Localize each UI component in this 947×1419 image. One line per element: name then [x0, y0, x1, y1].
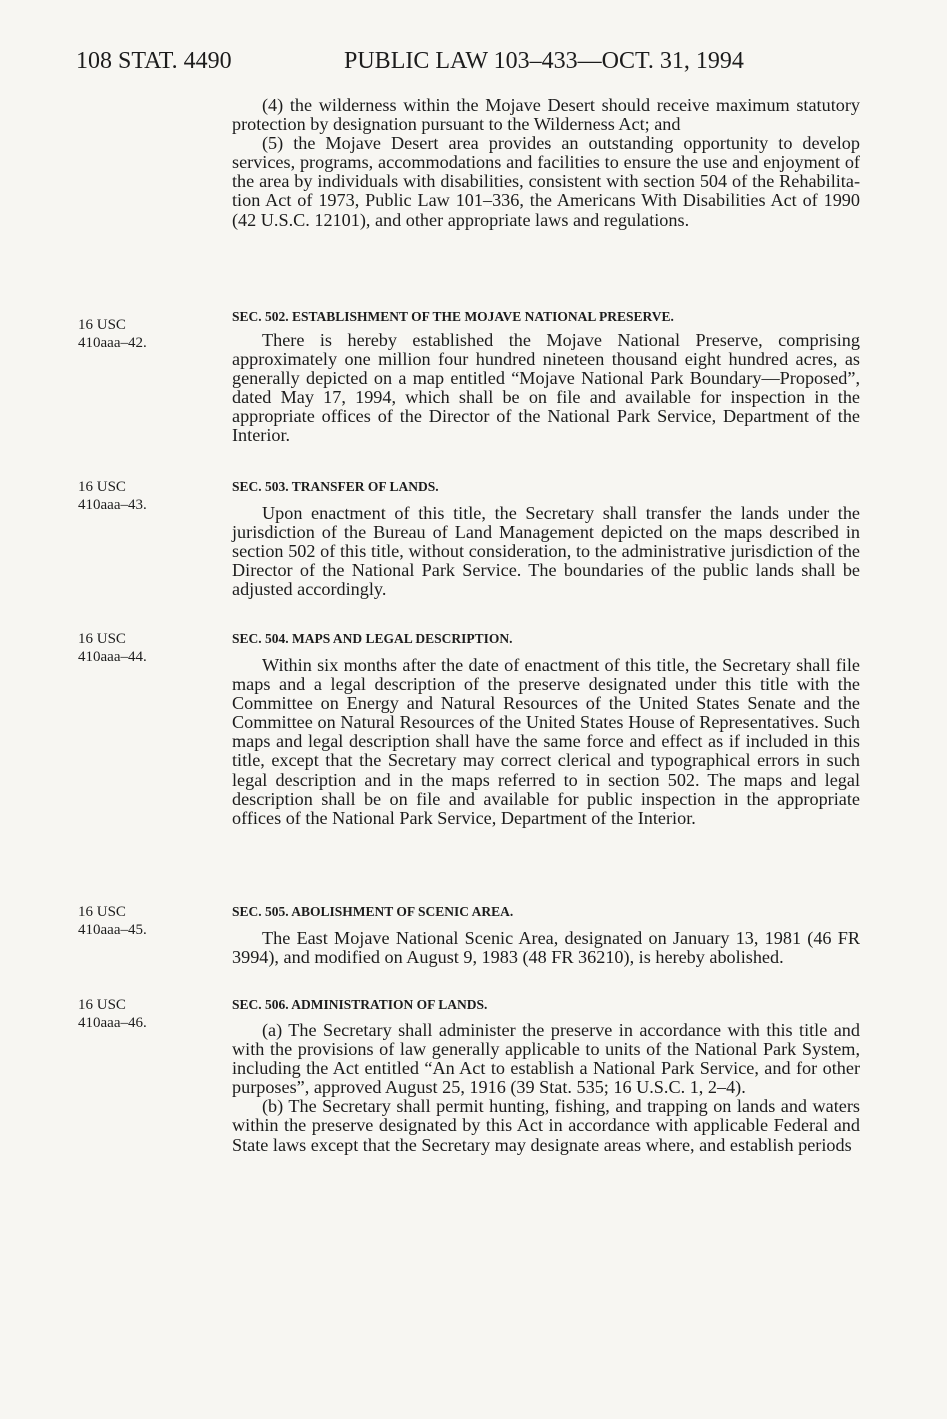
- section-paragraph: There is hereby established the Mojave National Preserve, comprising approximately one million four hundred nineteen thousand eight hundred acres, as generally depicted on a map entitled “Mojave National Park Boundary—Proposed”, dated May 17, 1994, which shall be on file and available for inspection in the appropriate offices of the Director of the National Park Service, Department of the Interior.: [232, 330, 860, 446]
- margin-citation: 16 USC 410aaa–42.: [78, 317, 147, 351]
- paragraph-5: (5) the Mojave Desert area provides an outstanding opportunity to develop services, programs, accommodations and facilities to ensure the use and enjoyment of the area by individuals with disabilities, consistent with section 504 of the Rehabilitation Act of 1973, Public Law 101–336, the Americans With Disabilities Act of 1990 (42 U.S.C. 12101), and other appropriate laws and regulations.: [232, 133, 860, 230]
- section-body: [232, 656, 860, 828]
- section-body: [232, 504, 860, 599]
- section-title: SEC. 506. ADMINISTRATION OF LANDS.: [232, 997, 488, 1012]
- section-body: [232, 1021, 860, 1155]
- page-header: [0, 44, 947, 78]
- section-paragraph: (b) The Secretary shall permit hunting, fishing, and trapping on lands and waters within the preserve designated by this Act in accordance with applicable Federal and State laws except that the Secretary may designate areas where, and establish periods: [232, 1096, 860, 1155]
- section-title: SEC. 505. ABOLISHMENT OF SCENIC AREA.: [232, 904, 514, 919]
- statute-page-ref: 108 STAT. 4490: [76, 48, 232, 74]
- section-paragraph: Within six months after the date of enactment of this title, the Secretary shall file maps and a legal description of the preserve designated under this title with the Committee on Energy and Natural Resources of the United States Senate and the Committee on Natural Resources of the United States House of Representatives. Such maps and legal description shall have the same force and effect as if included in this title, except that the Secretary may correct clerical and typographical errors in such legal description and in the maps referred to in section 502. The maps and legal description shall be on file and available for public inspection in the appropriate offices of the National Park Service, Department of the Interior.: [232, 655, 860, 828]
- section-title: SEC. 502. ESTABLISHMENT OF THE MOJAVE NATIONAL PRESERVE.: [232, 309, 674, 324]
- section-paragraph: The East Mojave National Scenic Area, designated on January 13, 1981 (46 FR 3994), and modified on August 9, 1983 (48 FR 36210), is hereby abolished.: [232, 928, 860, 968]
- intro-text: [232, 96, 860, 230]
- paragraph-4: (4) the wilderness within the Mojave Desert should receive maximum statutory protection by designation pursuant to the Wilderness Act; and: [232, 95, 860, 135]
- section-paragraph: Upon enactment of this title, the Secretary shall transfer the lands under the jurisdiction of the Bureau of Land Management depicted on the maps described in section 502 of this title, without consideration, to the administrative jurisdiction of the Director of the National Park Service. The boundaries of the public lands shall be adjusted accordingly.: [232, 503, 860, 600]
- margin-citation: 16 USC 410aaa–43.: [78, 479, 147, 513]
- margin-citation: 16 USC 410aaa–46.: [78, 997, 147, 1031]
- section-body: [232, 929, 860, 967]
- public-law-title: PUBLIC LAW 103–433—OCT. 31, 1994: [344, 48, 744, 74]
- section-paragraph: (a) The Secretary shall administer the preserve in accordance with this title and with the provisions of law generally applicable to units of the National Park System, including the Act entitled “An Act to establish a National Park Service, and for other purposes”, approved August 25, 1916 (39 Stat. 535; 16 U.S.C. 1, 2–4).: [232, 1020, 860, 1098]
- section-title: SEC. 503. TRANSFER OF LANDS.: [232, 479, 439, 494]
- section-title: SEC. 504. MAPS AND LEGAL DESCRIPTION.: [232, 631, 513, 646]
- margin-citation: 16 USC 410aaa–44.: [78, 631, 147, 665]
- margin-citation: 16 USC 410aaa–45.: [78, 904, 147, 938]
- section-body: [232, 331, 860, 446]
